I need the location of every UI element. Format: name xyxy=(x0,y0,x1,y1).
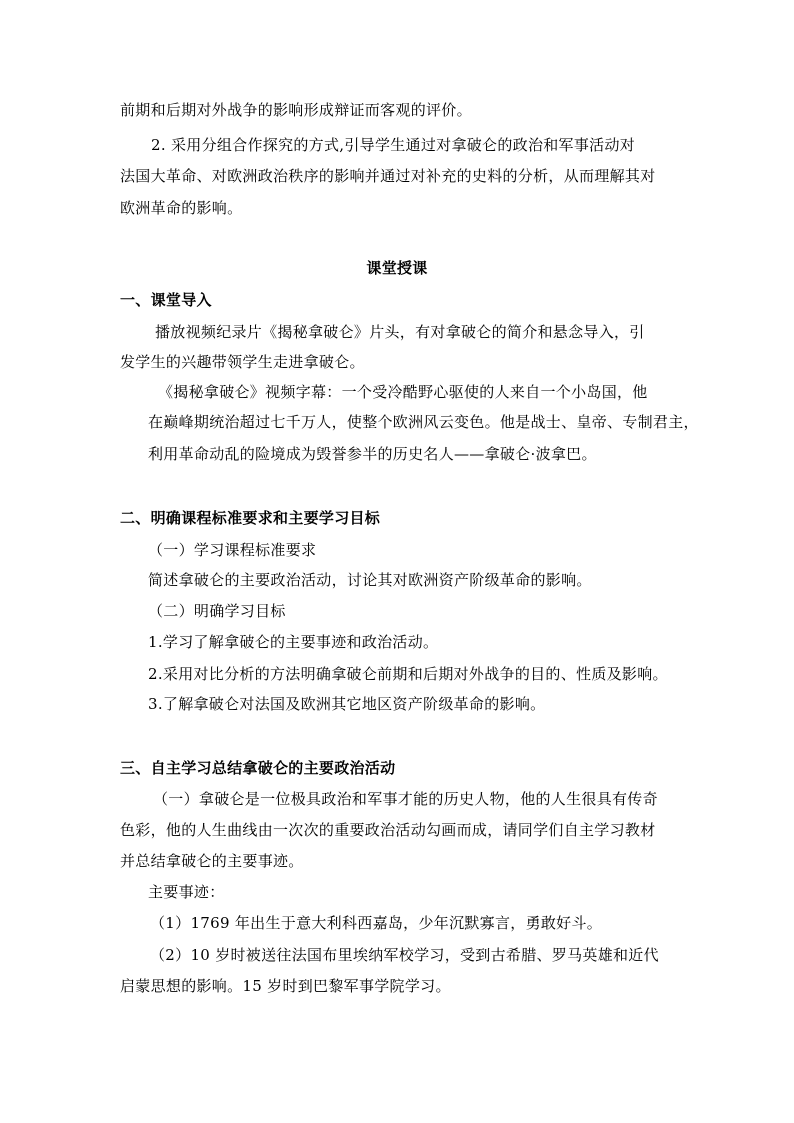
part1-para2-line-1: 《揭秘拿破仑》视频字幕：一个受冷酷野心驱使的人来自一个小岛国，他 xyxy=(158,383,648,401)
part3-item-1: （1）1769 年出生于意大利科西嘉岛，少年沉默寡言，勇敢好斗。 xyxy=(150,914,603,932)
intro-line-4: 欧洲革命的影响。 xyxy=(120,199,243,217)
part3-item-2-line-1: （2）10 岁时被送往法国布里埃纳军校学习，受到古希腊、罗马英雄和近代 xyxy=(150,946,659,964)
part3-label: 主要事迹： xyxy=(148,883,225,901)
intro-line-3: 法国大革命、对欧洲政治秩序的影响并通过对补充的史料的分析，从而理解其对 xyxy=(120,167,656,185)
part3-para1-line-3: 并总结拿破仑的主要事迹。 xyxy=(120,852,304,870)
part1-heading: 一、课堂导入 xyxy=(120,291,212,309)
part2-sub1: （一）学习课程标准要求 xyxy=(148,541,317,559)
part1-para2-line-3: 利用革命动乱的险境成为毁誉参半的历史名人——拿破仑·波拿巴。 xyxy=(148,445,597,463)
section-title: 课堂授课 xyxy=(366,259,428,277)
part2-sub2: （二）明确学习目标 xyxy=(148,602,286,620)
part2-goal-3: 3.了解拿破仑对法国及欧洲其它地区资产阶级革命的影响。 xyxy=(148,695,546,713)
part2-heading: 二、明确课程标准要求和主要学习目标 xyxy=(120,509,381,527)
part2-goal-1: 1.学习了解拿破仑的主要事迹和政治活动。 xyxy=(148,633,439,651)
part1-para1-line-2: 发学生的兴趣带领学生走进拿破仑。 xyxy=(120,353,365,371)
part2-sub1-text: 简述拿破仑的主要政治活动，讨论其对欧洲资产阶级革命的影响。 xyxy=(148,571,592,589)
intro-line-1: 前期和后期对外战争的影响形成辩证而客观的评价。 xyxy=(120,101,472,119)
part3-para1-line-1: （一）拿破仑是一位极具政治和军事才能的历史人物，他的人生很具有传奇 xyxy=(153,790,658,808)
part3-heading: 三、自主学习总结拿破仑的主要政治活动 xyxy=(120,759,396,777)
part3-para1-line-2: 色彩，他的人生曲线由一次次的重要政治活动勾画而成，请同学们自主学习教材 xyxy=(120,821,656,839)
part1-para2-line-2: 在巅峰期统治超过七千万人，使整个欧洲风云变色。他是战士、皇帝、专制君主， xyxy=(148,413,699,431)
part2-goal-2: 2.采用对比分析的方法明确拿破仑前期和后期对外战争的目的、性质及影响。 xyxy=(148,665,668,683)
part1-para1-line-1: 播放视频纪录片《揭秘拿破仑》片头，有对拿破仑的简介和悬念导入，引 xyxy=(155,323,645,341)
part3-item-2-line-2: 启蒙思想的影响。15 岁时到巴黎军事学院学习。 xyxy=(120,977,451,995)
intro-line-2: 2. 采用分组合作探究的方式,引导学生通过对拿破仑的政治和军事活动对 xyxy=(151,136,636,154)
